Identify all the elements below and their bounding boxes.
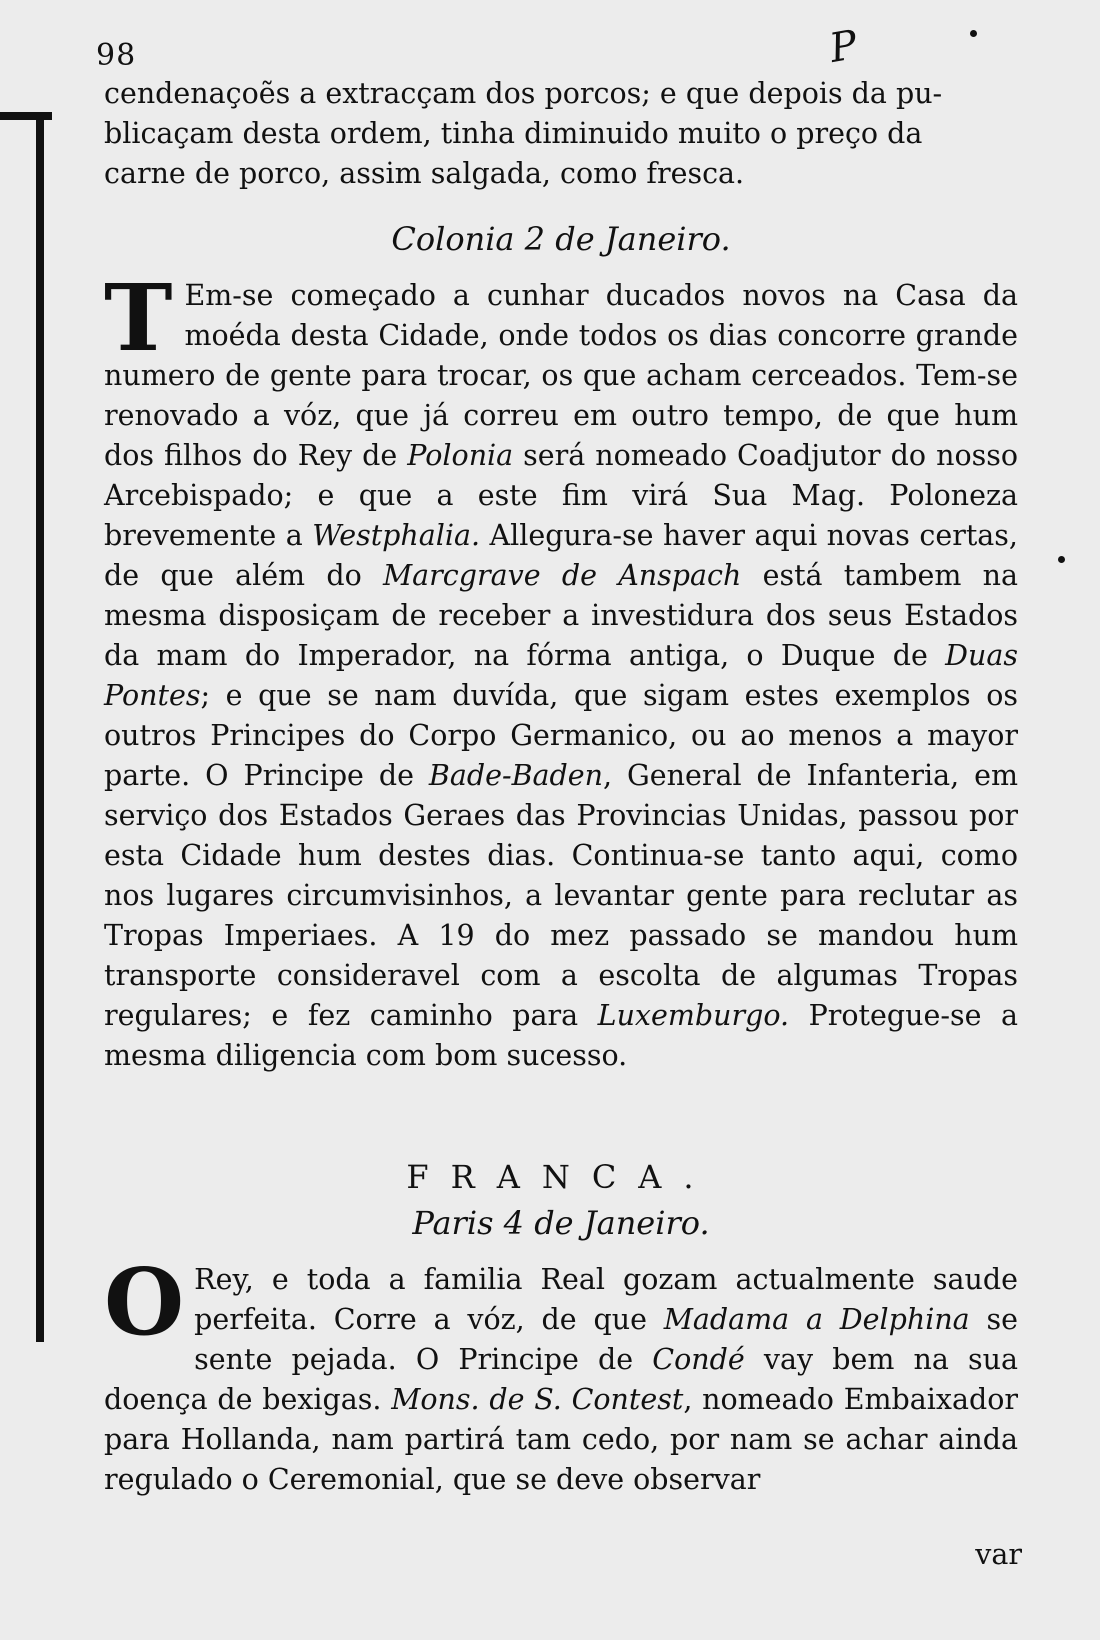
opening-line-2: blicaçam desta ordem, tinha diminuido muito o preço da [104, 117, 923, 150]
paragraph-text: , nomeado Embaixador para Hollanda, nam partirá tam cedo, por nam se achar ainda regulado o Ceremonial, que se deve observar [104, 1383, 1018, 1496]
opening-line-1: cendenaçoẽs a extracçam dos porcos; e que depois da pu- [104, 77, 943, 110]
opening-lines [104, 74, 1018, 194]
margin-dot [970, 30, 977, 37]
paragraph-text: vay bem na sua doença de bexigas. [104, 1343, 1018, 1416]
paris-paragraph [104, 1248, 1018, 1500]
paragraph-text: Allegura-se haver aqui novas certas, de que além do [104, 519, 1018, 592]
italic-name: Marcgrave de Anspach [383, 559, 742, 592]
colonia-article [104, 264, 1019, 1076]
margin-dot [1058, 556, 1065, 563]
italic-name: Madama a Delphina [663, 1303, 970, 1336]
italic-name: Bade-Baden [428, 759, 603, 792]
page-number: 98 [96, 38, 137, 73]
paragraph-text: Protegue-se a mesma diligencia com bom sucesso. [104, 999, 1018, 1072]
italic-name: Duas Pontes [104, 639, 1018, 712]
drop-cap-t: T [104, 264, 173, 372]
italic-name: Westphalia. [312, 519, 481, 552]
paragraph-text: se sente pejada. O Principe de [194, 1303, 1018, 1376]
paris-article [104, 1248, 1018, 1500]
drop-cap-o: O [104, 1248, 185, 1356]
italic-name: Condé [652, 1343, 745, 1376]
signature-mark: P [826, 22, 861, 72]
binding-edge-bar [36, 116, 44, 1342]
italic-name: Mons. de S. Contest [391, 1383, 684, 1416]
catchword: var [975, 1538, 1022, 1571]
paragraph-text: Rey, e toda a familia Real gozam actualmente saude perfeita. Corre a vóz, de que [194, 1263, 1018, 1336]
opening-line-3: carne de porco, assim salgada, como fresca. [104, 157, 745, 190]
country-heading-franca: FRANCA. [406, 1158, 716, 1196]
section-heading-colonia: Colonia 2 de Janeiro. [391, 220, 731, 258]
paragraph-text: Em-se começado a cunhar ducados novos na Casa da moéda desta Cidade, onde todos os dias concorre grande numero de gente para trocar, os que acham cerceados. Tem-se renovado a vóz, que já correu em outro tempo, de que hum dos filhos do Rey de [104, 279, 1018, 472]
italic-name: Luxemburgo. [597, 999, 790, 1032]
paragraph-text: , General de Infanteria, em serviço dos Estados Geraes das Provincias Unidas, passou por esta Cidade hum destes dias. Continua-se tanto aqui, como nos lugares circumvisinhos, a levantar gente para reclutar as Tropas Imperiaes. A 19 do mez passado se mandou hum transporte consideravel com a escolta de algumas Tropas regulares; e fez caminho para [104, 759, 1018, 1032]
section-heading-paris: Paris 4 de Janeiro. [412, 1204, 710, 1242]
colonia-paragraph [104, 264, 1019, 1076]
italic-name: Polonia [407, 439, 514, 472]
binding-tick-mark [0, 112, 52, 120]
paragraph-text: ; e que se nam duvída, que sigam estes exemplos os outros Principes do Corpo Germanico, ou ao menos a mayor parte. O Principe de [104, 679, 1018, 792]
paragraph-text: está tambem na mesma disposiçam de receber a investidura dos seus Estados da mam do Imperador, na fórma antiga, o Duque de [104, 559, 1018, 672]
paragraph-text: será nomeado Coadjutor do nosso Arcebispado; e que a este fim virá Sua Mag. Poloneza brevemente a [104, 439, 1019, 552]
